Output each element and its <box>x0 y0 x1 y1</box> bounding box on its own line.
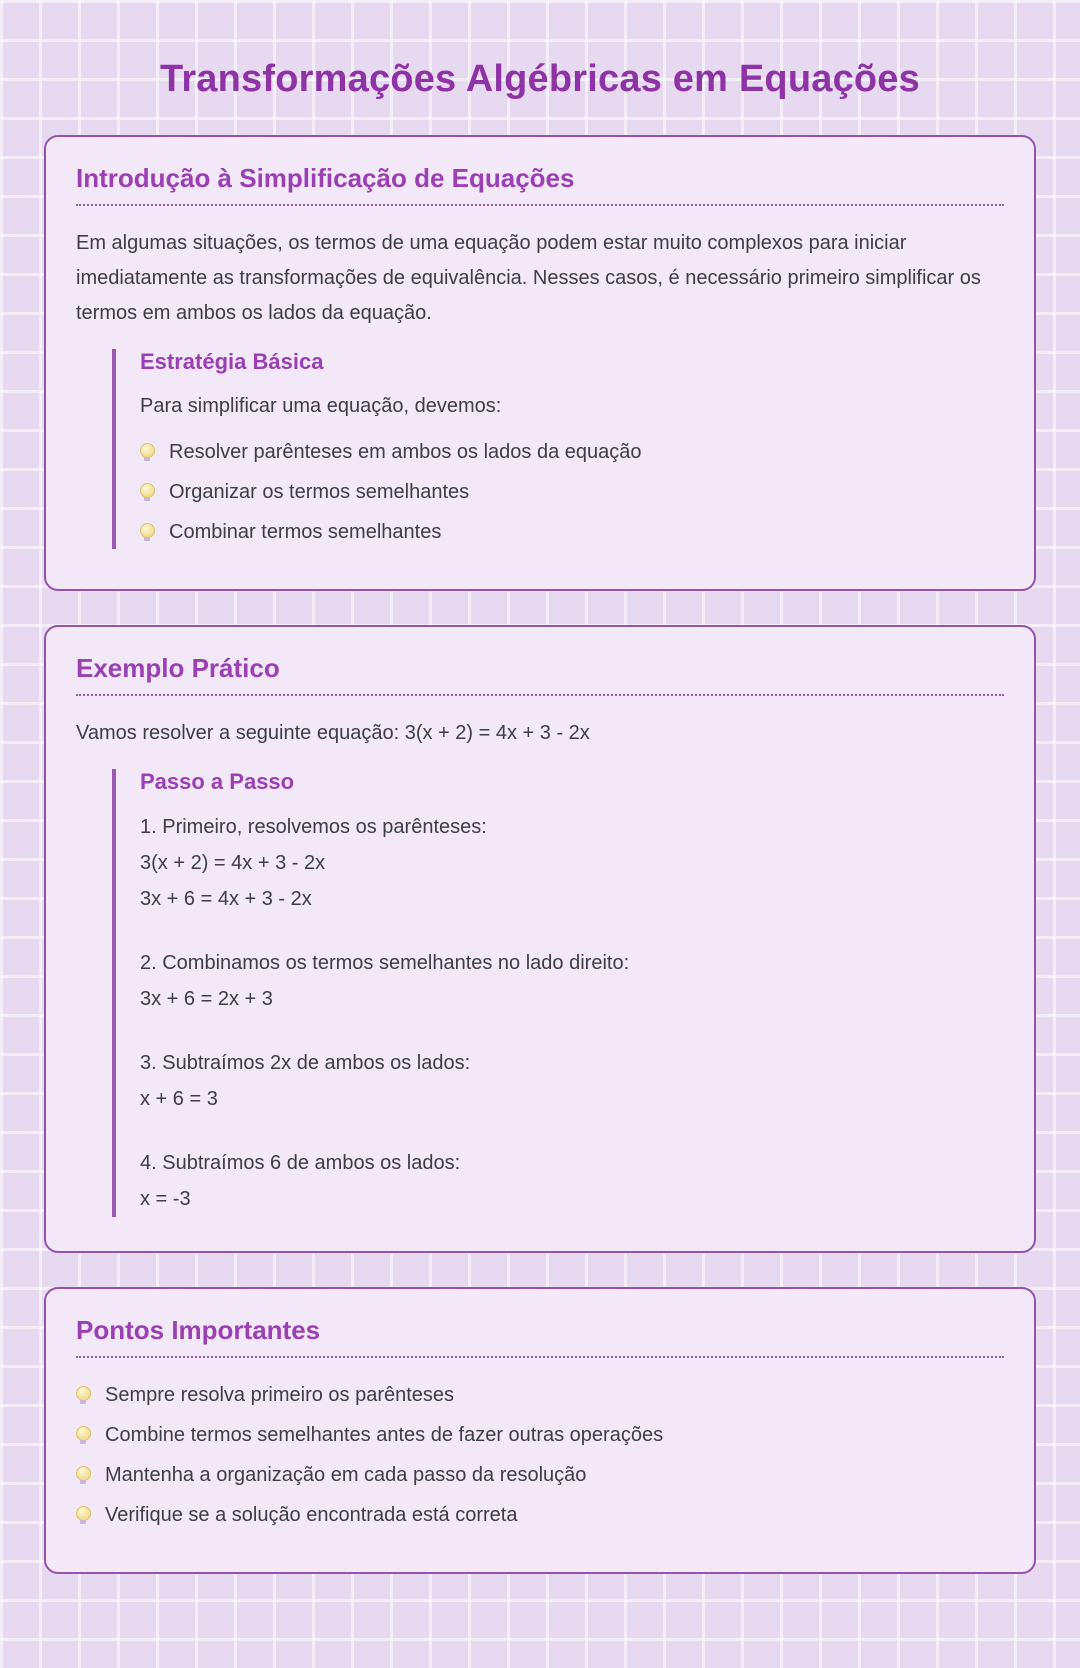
list-item <box>140 515 1004 549</box>
list-item <box>140 475 1004 509</box>
list-item <box>76 1418 1004 1452</box>
sub-block-estrategia <box>112 349 1004 549</box>
lightbulb-icon <box>76 1386 89 1404</box>
section-heading-exemplo: Exemplo Prático <box>76 653 1004 696</box>
page-title: Transformações Algébricas em Equações <box>160 58 920 100</box>
list-item-label: Resolver parênteses em ambos os lados da equação <box>169 441 642 463</box>
sub-heading-estrategia: Estratégia Básica <box>140 349 324 374</box>
equation-line: 3(x + 2) = 4x + 3 - 2x <box>140 852 326 874</box>
step-line: 4. Subtraímos 6 de ambos os lados: <box>140 1152 461 1174</box>
step-group-4 <box>140 1145 1004 1217</box>
list-item-label: Verifique se a solução encontrada está correta <box>105 1504 518 1526</box>
step-line: 1. Primeiro, resolvemos os parênteses: <box>140 816 487 838</box>
list-item-label: Sempre resolva primeiro os parênteses <box>105 1384 455 1406</box>
sub-heading-passo-a-passo: Passo a Passo <box>140 769 295 794</box>
list-item-label: Combine termos semelhantes antes de fazer outras operações <box>105 1424 664 1446</box>
pontos-list <box>76 1378 1004 1532</box>
lightbulb-icon <box>76 1426 89 1444</box>
section-heading-introducao: Introdução à Simplificação de Equações <box>76 163 1004 206</box>
lightbulb-icon <box>140 523 153 541</box>
section-pontos-importantes <box>44 1287 1036 1574</box>
list-item-label: Organizar os termos semelhantes <box>169 481 470 503</box>
list-item <box>140 435 1004 469</box>
lightbulb-icon <box>140 443 153 461</box>
sub-block-passo-a-passo <box>112 769 1004 1217</box>
section-exemplo-pratico <box>44 625 1036 1253</box>
estrategia-list <box>140 435 1004 549</box>
equation-line: 3x + 6 = 4x + 3 - 2x <box>140 888 312 910</box>
intro-paragraph: Em algumas situações, os termos de uma equação podem estar muito complexos para iniciar imediatamente as transformações de equivalência. Nesses casos, é necessário primeiro simplificar os termos em ambos os lados da equação. <box>76 232 981 324</box>
section-introducao <box>44 135 1036 591</box>
step-group-2 <box>140 945 1004 1017</box>
lightbulb-icon <box>140 483 153 501</box>
list-item <box>76 1458 1004 1492</box>
step-line: 2. Combinamos os termos semelhantes no lado direito: <box>140 952 630 974</box>
step-group-3 <box>140 1045 1004 1117</box>
equation-line: x = -3 <box>140 1188 191 1210</box>
step-group-1 <box>140 809 1004 917</box>
list-item <box>76 1378 1004 1412</box>
section-heading-pontos: Pontos Importantes <box>76 1315 1004 1358</box>
equation-line: 3x + 6 = 2x + 3 <box>140 988 273 1010</box>
estrategia-lead: Para simplificar uma equação, devemos: <box>140 395 502 417</box>
list-item-label: Combinar termos semelhantes <box>169 521 442 543</box>
equation-line: x + 6 = 3 <box>140 1088 218 1110</box>
list-item-label: Mantenha a organização em cada passo da resolução <box>105 1464 587 1486</box>
lightbulb-icon <box>76 1506 89 1524</box>
exemplo-lead: Vamos resolver a seguinte equação: 3(x + 2) = 4x + 3 - 2x <box>76 722 590 744</box>
step-line: 3. Subtraímos 2x de ambos os lados: <box>140 1052 471 1074</box>
lightbulb-icon <box>76 1466 89 1484</box>
